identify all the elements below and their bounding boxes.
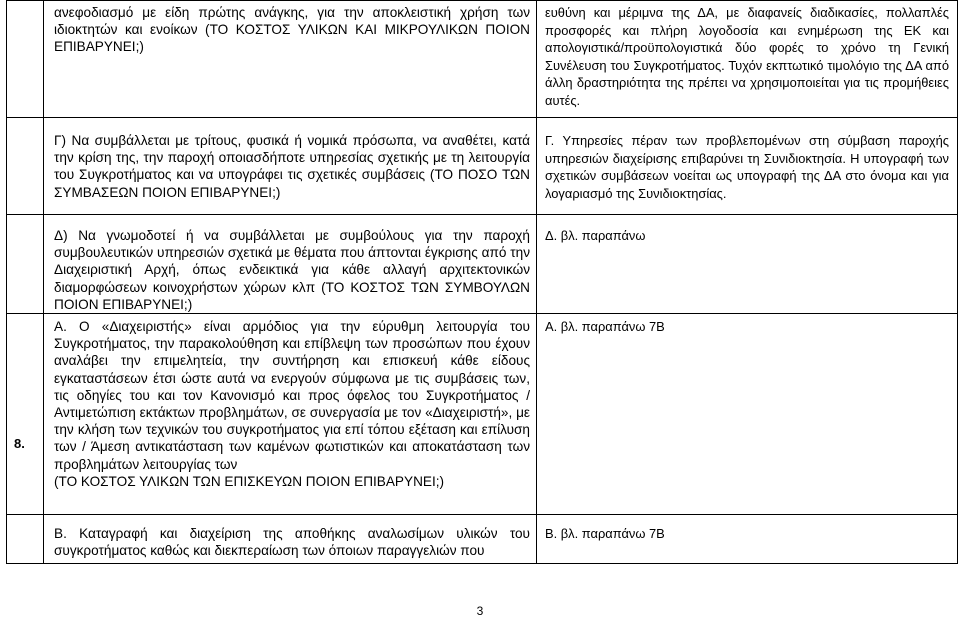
row-number-cell (7, 215, 44, 314)
comment-text-5: Β. βλ. παραπάνω 7Β (545, 526, 665, 542)
row-number: 8. (14, 436, 25, 451)
comment-cell (537, 118, 958, 215)
proposal-cell (44, 215, 537, 314)
row-number-cell (7, 118, 44, 215)
comment-cell (537, 314, 958, 515)
comment-cell (537, 1, 958, 118)
proposal-text-2: Γ) Να συμβάλλεται με τρίτους, φυσικά ή νομικά πρόσωπα, να αναθέτει, κατά την κρίση της, την παροχή οποιασδήποτε υπηρεσίας σχετικής με τη λειτουργία του Συγκροτήματος και να υπογράφει τις σχετικές συμβάσεις (ΤΟ ΠΟΣΟ ΤΩΝ ΣΥΜΒΑΣΕΩΝ ΠΟΙΟΝ ΕΠΙΒΑΡΥΝΕΙ;) (54, 133, 530, 200)
comment-text-3: Δ. βλ. παραπάνω (545, 228, 646, 243)
row-number-cell (7, 515, 44, 564)
proposal-cell (44, 118, 537, 215)
table-row (7, 515, 958, 564)
comment-text-2: Γ. Υπηρεσίες πέραν των προβλεπομένων στη σύμβαση παροχής υπηρεσιών διαχείρισης επιβαρύνει τη Συνιδιοκτησία. Η υπογραφή των σχετικών συμβάσεων νοείται ως υπογραφή της ΔΑ στο όνομα και για λογαριασμό της Συνιδιοκτησίας. (545, 133, 949, 201)
comment-text-1: ευθύνη και μέριμνα της ΔΑ, με διαφανείς διαδικασίες, πολλαπλές προσφορές και πλήρη λογοδοσία και ενημέρωση της ΕΚ και απολογιστικά/προϋπολογιστικά δύο φορές το χρόνο τη Γενική Συνέλευση του Συγκροτήματος. Τυχόν εκπτωτικό τιμολόγιο της ΔΑ από άλλη δραστηριότητα της πρέπει να χρησιμοποιείται για τις προμήθειες αυτές. (545, 5, 949, 108)
proposal-cell (44, 1, 537, 118)
row-number-cell (7, 1, 44, 118)
proposal-cell (44, 515, 537, 564)
proposal-text-3: Δ) Να γνωμοδοτεί ή να συμβάλλεται με συμβούλους για την παροχή συμβουλευτικών υπηρεσιών σχετικά με θέματα που άπτονται έγκρισης από την Διαχειριστική Αρχή, όπως ενδεικτικά για κάθε αλλαγή αρχιτεκτονικών διαμορφώσεων κοινοχρήστων χώρων κλπ (ΤΟ ΚΟΣΤΟΣ ΤΩΝ ΣΥΜΒΟΥΛΩΝ ΠΟΙΟΝ ΕΠΙΒΑΡΥΝΕΙ;) (54, 228, 530, 312)
row-number-cell (7, 314, 44, 515)
proposal-cell (44, 314, 537, 515)
comment-cell (537, 215, 958, 314)
table-row (7, 118, 958, 215)
comparison-table (6, 0, 958, 564)
table-row (7, 314, 958, 515)
comment-cell (537, 515, 958, 564)
page-number: 3 (476, 604, 484, 618)
comment-text-4: Α. βλ. παραπάνω 7Β (545, 319, 665, 335)
table-row (7, 215, 958, 314)
proposal-text-1: ανεφοδιασμό με είδη πρώτης ανάγκης, για την αποκλειστική χρήση των ιδιοκτητών και ενοίκων (ΤΟ ΚΟΣΤΟΣ ΥΛΙΚΩΝ ΚΑΙ ΜΙΚΡΟΥΛΙΚΩΝ ΠΟΙΟΝ ΕΠΙΒΑΡΥΝΕΙ;) (54, 5, 530, 55)
proposal-text-4-cost: (ΤΟ ΚΟΣΤΟΣ ΥΛΙΚΩΝ ΤΩΝ ΕΠΙΣΚΕΥΩΝ ΠΟΙΟΝ ΕΠΙΒΑΡΥΝΕΙ;) (54, 473, 445, 489)
proposal-text-5: Β. Καταγραφή και διαχείριση της αποθήκης αναλωσίμων υλικών του συγκροτήματος καθώς και διεκπεραίωση των όποιων παραγγελιών που (54, 526, 530, 559)
table-row (7, 1, 958, 118)
proposal-text-4: Α. Ο «Διαχειριστής» είναι αρμόδιος για την εύρυθμη λειτουργία του Συγκροτήματος, την παρακολούθηση και επίβλεψη των προσώπων που έχουν αναλάβει την επιμελητεία, την συντήρηση και επισκευή κάθε είδους εγκαταστάσεων έτσι ώστε αυτά να ενεργούν σύμφωνα με τις συμβάσεις των, τις οδηγίες του και τον Κανονισμό και προς όφελος του Συγκροτήματος / Αντιμετώπιση εκτάκτων προβλημάτων, σε συνεργασία με τον «Διαχειριστή», με την κλήση των τεχνικών του συγκροτήματος για επί τόπου εξέταση και επίλυση των / Άμεση αντικατάσταση των καμένων φωτιστικών και αποκατάσταση των προβλημάτων λειτουργίας των (54, 319, 530, 472)
